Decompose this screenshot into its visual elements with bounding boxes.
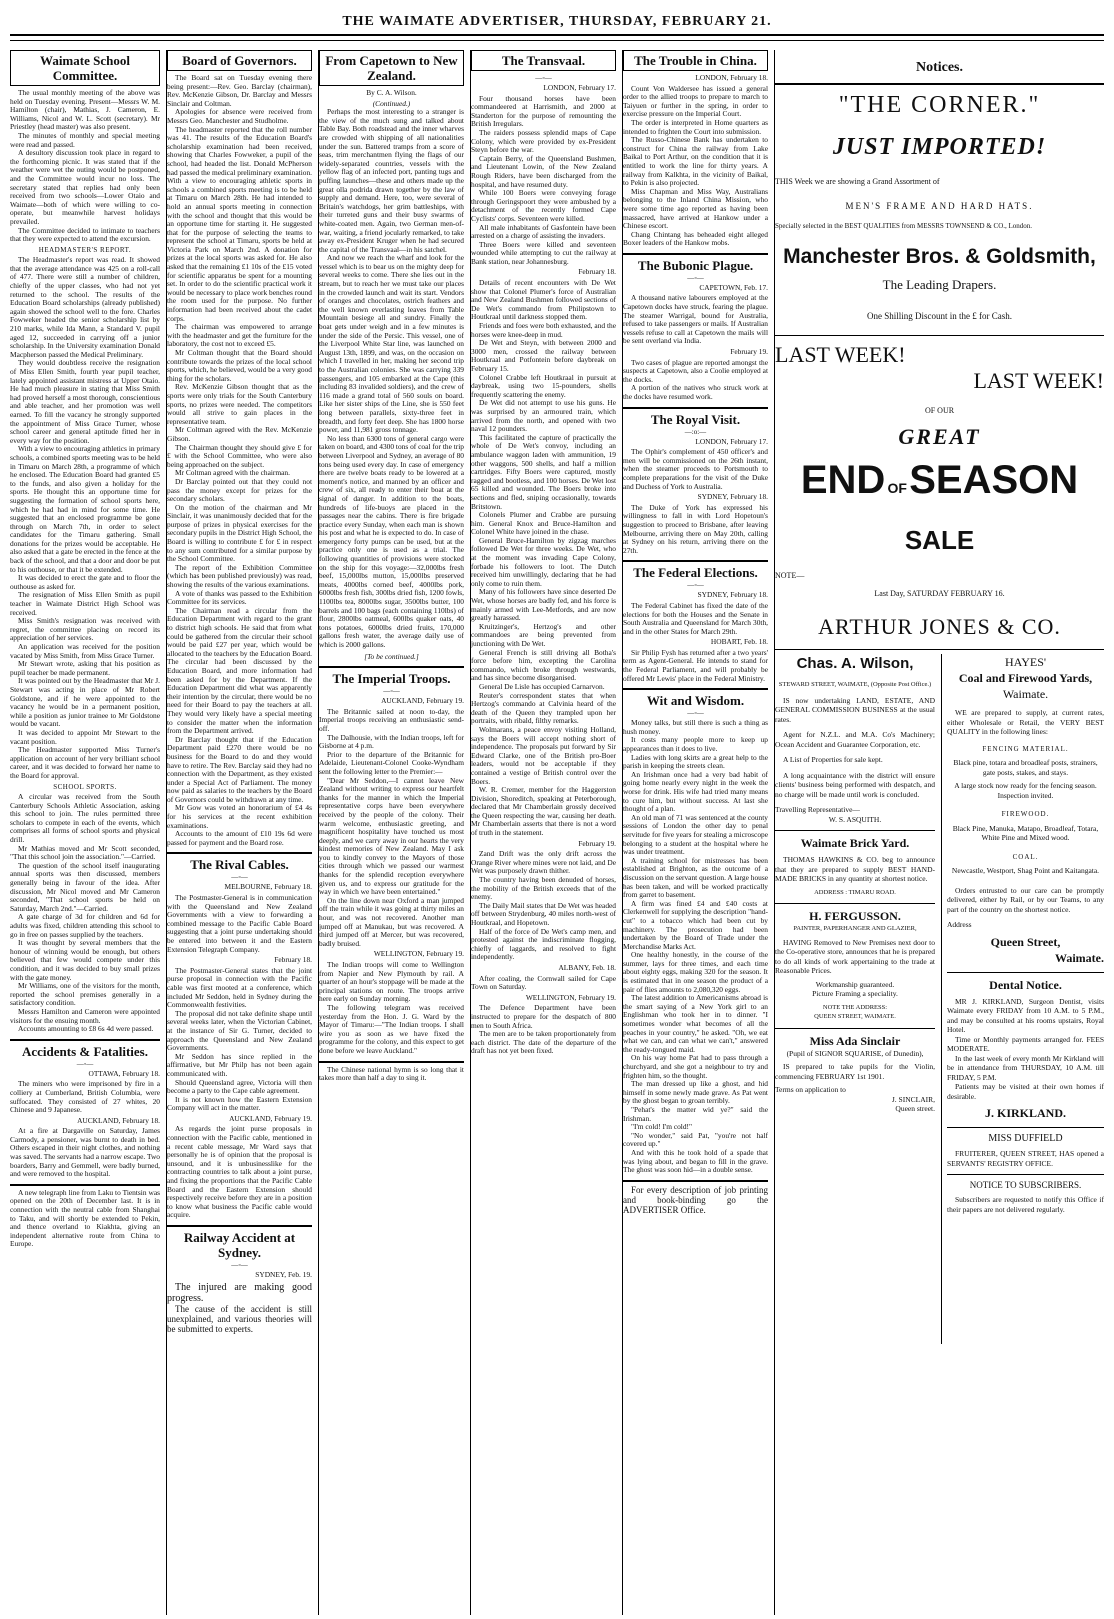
paragraph: One healthy honestly, in the course of the summer, lays for three times, and each time about eighty eggs, making 320 for the season. It is estimated that in one season the product of a pair of flies amounts to 2,080,320 eggs.: [623, 950, 768, 994]
section-rule: [623, 407, 768, 409]
dateline: LONDON, February 18.: [695, 73, 768, 82]
paragraph: The usual monthly meeting of the above was held on Tuesday evening. Present—Messrs W. M. Hamilton (chair), Mathias, J. Cameron, E. Williams, Nicol and W. L. Scott (secretary). Mr Priestley (head master) was also present.: [10, 88, 160, 132]
railway-accident-title: Railway Accident at Sydney.: [183, 1230, 296, 1260]
paragraph: The miners who were imprisoned by fire in a colliery at Cumberland, British Columbia, were suffocated. They consisted of 27 whites, 20 Chinese and 9 Japanese.: [10, 1079, 160, 1115]
paragraph: Apologies for absence were received from Messrs Geo. Manchester and Studholme.: [167, 107, 312, 125]
fencing-stock: A large stock now ready for the fencing season. Inspection invited.: [954, 781, 1097, 800]
paragraph: The minutes of monthly and special meeting were read and passed.: [10, 130, 160, 149]
column-china: The Trouble in China. LONDON, February 18. Count Von Waldersee has issued a general order to the allied troops to prepare to march to Taiyuen or further in the spring, in order to exercise pressure on the Imperial Court. The order is interpreted in Home quarters as intended to frighten the Court into submission. The Russo-Chinese Bank has undertaken to construct for China the railway from Lake Baikal to Port Arthur, on the condition that it is entitled to work the line for thirty years. A railway from Kalkhta, in the vicinity of Baikal, to Pekin is also projected. Miss Chapman and Miss Way, Australians belonging to the Inland China Mission, who were some time ago reported as having been massacred, have arrived at Hankow under a Chinese escort. Chang Chintang has beheaded eight alleged Boxer leaders of the Hankow mobs. The Bubonic Plague. —◦— CAPETOWN, Feb. 17. A thousand native labourers employed at the Capetown docks have struck, fearing the plague. The steamer Warrigal, bound for Australia, refused to take passengers or mails. If Australian vessels refuse to call at Capetown the mails will be sent overland via India. February 19. Two cases of plague are reported amongst the suspects at Capetown, also a Coolie employed at the docks. A portion of the natives who struck work at the docks have resumed work. The Royal Visit. —:o:— LONDON, February 17. The Ophir's complement of 450 officer's and men will be commissioned on the 26th instant, when the steamer proceeds to Portsmouth to complete preparations for the visit of the Duke and Duchess of York to Australia. SYDNEY, February 18. The Duke of York has expressed his willingness to fall in with Lord Hopetoun's suggestion to proceed to Brisbane, after leaving Melbourne, arriving there on May 20th, calling at Sydney on his return, arriving there on the 27th. The Federal Elections. —◦— SYDNEY, February 18. The Federal Cabinet has fixed the date of the elections for both the Houses and the Senate in South Australia and Queensland for March 30th, and in the other States for March 29th. HOBART, Feb. 18. Sir Philip Fysh has returned after a two years' term as Agent-General. He intends to stand for the Federal Parliament, and will probably be offered Mr Lewis' place in the Federal Ministry. Wit and Wisdom. —◦— Money talks, but still there is such a thing as hush money. It costs many people more to keep up appearances than it does to live. Ladies with long skirts are a great help to the parish in keeping the streets clean. An Irishman once had a very bad habit of going home nearly every night in the week the worse for drink. His wife had tried many means to cure him, but without success. At last she thought of a plan. An old man of 71 was sentenced at the county sessions of London the other day to penal servitude for five years for stealing a microscope belonging to a student at the hospital where he was under treatment. A training school for mistresses has been established at Brighton, as the outcome of a discussion on the servant question. A large house has been taken, and will be worked practically from garret to basement. A firm was fined £4 and £40 costs at Clerkenwell for supplying the description "hand-cut" to a tobacco which had been cut by machinery. The prosecution had been undertaken by the Board of Trade under the Merchandise Marks Act. One healthy honestly, in the course of the summer, lays for three times, and each time about eighty eggs, making 320 for the season. It is estimated that in one season the product of a pair of flies amounts to 2,080,320 eggs. The latest addition to Americanisms abroad is the smart saying of a New York girl to an Englishman who took her in to dinner. "I sometimes wonder what becomes of all the peaches in your country," he asked. "Oh, we eat what we can, and can what we can't," answered the ready-tongued maid. On his way home Pat had to pass through a churchyard, and she got a neighbour to try and frighten him, so the thought. The man dressed up like a ghost, and hid himself in some newly made grave. As Pat went by the ghost began to groan terribly. "Pehat's the matter wid ye?" said the Irishman. "I'm cold! I'm cold!" "No wonder," said Pat, "you're not half covered up." And with this he took hold of a spade that was lying about, and began to fill in the grave. The ghost was soon hid—in a double sense. For every description of job printing and book-binding go the ADVERTISER Office.: [623, 50, 775, 1615]
paragraph: The Defence Department have been instructed to prepare for the despatch of 800 men to South Africa.: [471, 1003, 616, 1030]
paragraph: And with this he took hold of a spade that was lying about, and began to fill in the grave. The ghost was soon hid—in a double sense.: [623, 1147, 768, 1175]
paragraph: It was decided to erect the gate and to floor the outhouse as asked for.: [10, 573, 160, 591]
subscribers-body: Subscribers are requested to notify this Office if their papers are not delivered regularly.: [947, 1195, 1104, 1214]
dateline: AUCKLAND, February 18.: [77, 1115, 160, 1125]
federal-elections-title: The Federal Elections.: [633, 565, 758, 581]
paragraph: The Committee decided to intimate to teachers that they were expected to attend the excursion.: [10, 225, 160, 244]
last-week-block: [775, 342, 1104, 400]
dental-month: In the last week of every month Mr Kirkland will be in attendance from THURSDAY, 10 A.M. till FRIDAY, 5 P.M.: [947, 1053, 1104, 1082]
paragraph: While 100 Boers were conveying forage through Geringspoort they were ambushed by a detachment of the recently formed Cape Cyclists' corps. Seventeen were killed.: [471, 188, 616, 223]
paragraph: No less than 6300 tons of general cargo were taken on board, and 4300 tons of coal for the trip between Liverpool and Sydney, an average of 80 tons being used every day. In case of emergency there are twelve boats ready to be lowered at a moment's notice, and manned by an officer and crew of six, all ready to enter their boat at the signal of danger. In addition to the boats, hundreds of life-buoys are placed in the passages near the cabins. There is fire brigade practice every Sunday, when each man is shown his post and what he is expected to do. In case of emergency forty pumps can be used, but at the practice only one is used as a trial. The following quantities of provisions were stocked on the ship for this voyage:—32,000lbs fresh beef, 15,000lbs mutton, 15,000lbs preserved meats, 4000lbs corned beef, 4000lbs pork, 6000lbs fresh fish, 300lbs dried fish, 1200 fowls, 1100lbs tea, 8000lbs sugar, 3500lbs butter, 100 barrels and 100 bags (each containing 110lbs) of flour, 2800lbs oatmeal, 600lbs quaker oats, 40 tons potatoes, 6000lbs dried fruits, 170,000 gallons fresh water, the average daily use of which is 2000 gallons.: [319, 433, 464, 649]
paragraph: "No wonder," said Pat, "you're not half covered up.": [623, 1130, 768, 1149]
paragraph: Mr Stewart wrote, asking that his position as pupil teacher be made permanent.: [10, 659, 160, 677]
sports-heading: SCHOOL SPORTS.: [53, 782, 117, 791]
paragraph: The Dalhousie, with the Indian troops, left for Gisborne at 4 p.m.: [319, 732, 464, 751]
just-imported: JUST IMPORTED!: [832, 134, 1047, 160]
arthur-jones: ARTHUR JONES & CO.: [818, 614, 1061, 639]
paragraph: Three Boers were killed and seventeen wounded while attempting to cut the railway at Bank station, near Johannesburg.: [471, 239, 616, 266]
bubonic-plague-title: The Bubonic Plague.: [637, 257, 754, 273]
paragraph: Dr Barclay thought that if the Education Department paid £270 there would be no business for the Board to do and they would have to retire. The Rev. Barclay said they had no connection with the Department, as they existed under a Special Act of Parliament. The money now paid as salaries to the teachers by the Board of Governors could be withdrawn at any time.: [167, 734, 312, 804]
dateline: MELBOURNE, February 18.: [224, 882, 312, 892]
paragraph: The Postmaster-General states that the joint purse proposal in connection with the Pacific cable was first mooted at a conference, which included Mr Seddon, held in Sydney during the Commonwealth festivities.: [167, 965, 312, 1010]
paragraph: An application was received for the position vacated by Miss Smith, from Miss Grace Turner.: [10, 642, 160, 660]
dental-time: Time or Monthly payments arranged for. FEES MODERATE.: [947, 1034, 1104, 1053]
paragraph: Kruitzinger's, Hertzog's and other commandoes are being prevented from junctioning with De Wet.: [471, 621, 616, 648]
paragraph: An Irishman once had a very bad habit of going home nearly every night in the week the worse for drink. His wife had tried many means to cure him, but without success. At last she thought of a plan.: [623, 769, 768, 814]
section-rule: [623, 253, 768, 255]
paragraph: The man dressed up like a ghost, and hid himself in some newly made grave. As Pat went by the ghost began to groan terribly.: [623, 1079, 768, 1106]
coal-heading: COAL.: [1012, 852, 1039, 861]
capetown-title: From Capetown to New Zealand.: [319, 50, 464, 86]
sale-text: SALE: [904, 525, 975, 555]
subscribers-heading: NOTICE TO SUBSCRIBERS.: [969, 1180, 1082, 1190]
dateline: CAPETOWN, Feb. 17.: [699, 282, 768, 292]
paragraph: Mr Seddon has since replied in the affirmative, but Mr Philp has not been again communicated with.: [167, 1051, 312, 1078]
season-word: SEASON: [909, 458, 1079, 502]
paragraph: Reuter's correspondent states that when Hertzog's commando at Calvinia heard of the death of the Queen they trampled upon her portraits, with ribald, filthy remarks.: [471, 690, 616, 726]
paragraph: It was decided to appoint Mr Stewart to the vacant position.: [10, 727, 160, 746]
note-label: NOTE—: [775, 571, 805, 580]
paragraph: A circular was received from the South Canterbury Schools Athletic Association, asking this school to join. The rules permitted three scholars to compete in each of the events, which comprises all forms of school sports and physical drill.: [10, 792, 160, 845]
wilson-list: A List of Properties for sale kept.: [783, 755, 883, 764]
paragraph: A thousand native labourers employed at the Capetown docks have struck, fearing the plague. The steamer Warrigal, bound for Australia, refused to take passengers or mails. If Australian vessels refuse to call at Capetown the mails will be sent overland via India.: [623, 293, 768, 346]
paragraph: Ladies with long skirts are a great help to the parish in keeping the streets clean.: [623, 752, 768, 771]
paragraph: Dr Barclay pointed out that they could not pass the money except for prizes for the secondary scholars.: [167, 476, 312, 504]
paragraph: The report of the Exhibition Committee (which has been published previously) was read, showing the results of the various examinations.: [167, 562, 312, 590]
paragraph: De Wet and Steyn, with between 2000 and 3000 men, crossed the railway between Houtkraal and Potfontein before daybreak on February 15.: [471, 338, 616, 373]
paragraph: The Russo-Chinese Bank has undertaken to construct for China the railway from Lake Baikal to Port Arthur, on the condition that it is entitled to work the line for thirty years. A railway from Kalkhta, in the vicinity of Baikal, to Pekin is also projected.: [623, 135, 768, 188]
paragraph: Mr Mathias moved and Mr Scott seconded, "That this school join the association."—Carried.: [10, 843, 160, 862]
paragraph: A new telegraph line from Laku to Tientsin was opened on the 20th of December last. It is in connection with the neutral cable from Shanghai to Taku, and will shortly be extended to Pekin, and thence overland to Kiakhta, giving an independent alternative route from China to Europe.: [10, 1187, 160, 1249]
sinclair-terms: Terms on application to: [775, 1085, 846, 1094]
paragraph: General Bruce-Hamilton by zigzag marches followed De Wet for three weeks. De Wet, who at the moment was invading Cape Colony, forbade his followers to loot. The Dutch received him unwillingly, declaring that he had only come to ruin them.: [471, 535, 616, 588]
printing-notice: For every description of job printing and book-binding go the ADVERTISER Office.: [623, 1184, 768, 1215]
paragraph: The Indian troops will come to Wellington from Napier and New Plymouth by rail. A quarter of an hour's stoppage will be made at the principal stations on route. The troops arrive here early on Sunday morning.: [319, 960, 464, 1004]
firewood-heading: FIREWOOD.: [1001, 810, 1050, 818]
coal-list: Newcastle, Westport, Shag Point and Kaitangata.: [951, 866, 1100, 875]
wilson-agent: Agent for N.Z.L. and M.A. Co's Machinery; Ocean Accident and Guarantee Corporation, etc.: [775, 730, 935, 749]
paragraph: Miss Smith's resignation was received with regret, the committee placing on record its appreciation of her services.: [10, 616, 160, 643]
hayes-waimate: Waimate.: [1002, 687, 1049, 701]
sinclair-sub: (Pupil of SIGNOR SQUARISE, of Dunedin),: [786, 1048, 924, 1058]
paragraph: Captain Berry, of the Queensland Bushmen, and Lieutenant Lowin, of the New Zealand Rough Riders, have been discharged from the hospital, and have resumed duty.: [471, 153, 616, 189]
paragraph: A gate charge of 3d for children and 6d for adults was fixed, children attending this school to go in free on passes supplied by the teachers.: [10, 912, 160, 939]
paragraph: The injured are making good progress.: [167, 1281, 312, 1304]
dateline: LONDON, February 17.: [695, 436, 768, 446]
paragraph: The chairman was empowered to arrange with the headmaster and get the furniture for the laboratory, the cost not to exceed £5.: [167, 322, 312, 349]
paragraph: The Duke of York has expressed his willingness to fall in with Lord Hopetoun's suggestion to proceed to Brisbane, after leaving Melbourne, arriving there on May 20th, calling at Sydney on his return, arriving there on the 27th.: [623, 502, 768, 555]
paragraph: Chang Chintang has beheaded eight alleged Boxer leaders of the Hankow mobs.: [623, 229, 768, 248]
paragraph: An old man of 71 was sentenced at the county sessions of London the other day to penal servitude for five years for stealing a microscope belonging to a student at the hospital where he was under treatment.: [623, 812, 768, 857]
paragraph: Half of the force of De Wet's camp men, and protested against the indiscriminate flogging, chiefly of laggards, and resolved to fight independently.: [471, 926, 616, 962]
leading-drapers: The Leading Drapers.: [882, 277, 997, 292]
paragraph: The order is interpreted in Home quarters as intended to frighten the Court into submission.: [623, 117, 768, 136]
last-week-left: LAST WEEK!: [775, 342, 906, 367]
paragraph: Mr Coltman thought that the Board should contribute towards the prizes of the local school sports, which, he believed, would be a very good thing for the scholars.: [167, 348, 312, 383]
firewood-list: Black Pine, Manuka, Matapo, Broadleaf, Totara, White Pine and Mixed wood.: [952, 823, 1099, 842]
paragraph: De Wet did not attempt to use his guns. He was surprised by an armoured train, which arrived from the north, and opened with two naval 12 pounders.: [471, 398, 616, 434]
paragraph: Two cases of plague are reported amongst the suspects at Capetown, also a Coolie employed at the docks.: [623, 357, 768, 384]
column-board-governors: Board of Governors. The Board sat on Tuesday evening there being present:—Rev. Geo. Barclay (chairman), Rev. McKenzie Gibson, Dr. Barclay and Messrs Sinclair and Coltman. Apologies for absence were received from Messrs Geo. Manchester and Studholme. The headmaster reported that the roll number was 41. The results of the Education Board's scholarship examination had been received, showing that Charles Fowweker, a pupil of the school, had headed the list. Donald McPherson had passed the medical preliminary examination. With a view to encouraging athletic sports in schools a combined sports meeting is to be held at Timaru on March 28th. He had intended to hold an annual sports meeting in connection with the school and thought that this would be an opportune time for starting it. He suggested that for the purpose of selecting the teams to represent the school at Timaru, sports be held at Victoria Park on March 2nd. A donation for prizes at the local sports was asked for. He also asked that the remaining £1 10s of the £15 voted for scientific apparatus be spent for a mounting set. In order to do the scientific practical work it would be necessary to place work benches round the room used for the purpose. No further information had been received about the cadet corps. The chairman was empowered to arrange with the headmaster and get the furniture for the laboratory, the cost not to exceed £5. Mr Coltman thought that the Board should contribute towards the prizes of the local school sports, which, he believed, would be a very good thing for the scholars. Rev. McKenzie Gibson thought that as the sports were only trials for the South Canterbury sports, no prizes were needed. The competitors would all strive to gain places in the representative team. Mr Coltman agreed with the Rev. McKenzie Gibson. The Chairman thought they should give £ for £ with the School Committee, who were also being approached on the subject. Mr Coltman agreed with the chairman. Dr Barclay pointed out that they could not pass the money except for prizes for the secondary scholars. On the motion of the chairman and Mr Sinclair, it was unanimously decided that for the purpose of prizes in physical exercises for the secondary pupils in the District High School, the Board is willing to contribute £ for £ in respect to any sum contributed for a similar purpose by the School Committee. The report of the Exhibition Committee (which has been published previously) was read, showing the results of the various examinations. A vote of thanks was passed to the Exhibition Committee for its services. The Chairman read a circular from the Education Department with regard to the grant to district high schools. He said that from what could be gathered from the circular their school would be paid £27 per year, which would be allocated to the teachers by the Education Board. The circular had been discussed by the Education Board, and more information had been asked for by the Department. If the Education Department did what was apparently their intention by the circular, there would be no need for their Board to pay the teachers at all. They would very likely have a special meeting to consider the matter when the information from the Department arrived. Dr Barclay thought that if the Education Department paid £270 there would be no business for the Board to do and they would have to retire. The Rev. Barclay said they had no connection with the Department, as they existed under a Special Act of Parliament. The money now paid as salaries to the teachers by the Board of Governors could be withdrawn at any time. Mr Gow was voted an honorarium of £4 4s for his services at the recent exhibition examinations. Accounts to the amount of £10 19s 6d were passed for payment and the Board rose. The Rival Cables. —◦— MELBOURNE, February 18. The Postmaster-General is in communication with the Queensland and New Zealand Governments with a view to forwarding a combined message to the Pacific Cable Board suggesting that a joint purse undertaking should be entered into between it and the Eastern Extension Telegraph Company. February 18. The Postmaster-General states that the joint purse proposal in connection with the Pacific cable was first mooted at a conference, which included Mr Seddon, held in Sydney during the Commonwealth festivities. The proposal did not take definite shape until several weeks later, when the Victorian Cabinet, at the instance of Sir G. Turner, decided to approach the Queensland and New Zealand Governments. Mr Seddon has since replied in the affirmative, but Mr Philp has not been again communicated with. Should Queensland agree, Victoria will then become a party to the Cape cable agreement. It is not known how the Eastern Extension Company will act in the matter. AUCKLAND, February 19. As regards the joint purse proposals in connection with the Pacific cable, mentioned in a recent cable message, Mr Ward says that personally he is of opinion that the proposal is unsound, and it is unbusinesslike for the contracting countries to talk about a joint purse, and fixing the proportions that the Pacific Cable Board and the Eastern Extension should respectively receive before they are in a position to know what business the Pacific cable would acquire. Railway Accident at Sydney. —◦— SYDNEY, Feb. 19. The injured are making good progress. The cause of the accident is still unexplained, and various theories will be submitted to experts.: [167, 50, 319, 1615]
paragraph: Perhaps the most interesting to a stranger is the view of the much sung and talked about Table Bay. Both roadstead and the inner wharves are crowded with shipping of all nationalities under the sun. Battered tramps from a score of seas, trim merchantmen flying the flags of our widely-separated countries, vessels with the yellow flag of an infected port, panting tugs and puffing launches—these and others made up the great olla podrida drawn together by the law of supply and demand. Here, too, were several of Britain's watchdogs, her grim battleships, with their turreted guns and their busy swarms of white-coated men. Again, two German men-of-war, waiting, a friend jocularly remarked, to take away ex-President Kruger when he had secured the capital of the Transvaal—in his satchel.: [319, 107, 464, 254]
paragraph: Colonels Plumer and Crabbe are pursuing him. General Knox and Bruce-Hamilton and Colonel White have joined in the chase.: [471, 510, 616, 537]
paragraph: With a view to encouraging athletics in primary schools, a combined sports meeting was to be held in Timaru on March 28th, a programme of which he enclosed. The Education Board had granted £5 to the funds, and also given a holiday for the sports. He thought this an opportune time for suggesting the formation of school sports here, which he had had in mind for some time. He suggested that an enclosed programme be gone through on March 7th, in order to select candidates for the Timaru gathering. Small donations for the prizes would be acceptable. He also asked that a gate be erected in the fence at the back of the school, and that a door and door be put to his outhouse, or that it be extended.: [10, 444, 160, 574]
notices-left: [775, 654, 935, 1114]
notices-divider: [941, 654, 942, 1344]
paragraph: A desultory discussion took place in regard to the forthcoming picnic. It was stated that if the weather were wet the outing would be postponed, and the Committee would incur no loss. The secretary stated that replies had only been received from two schools—Lower Otaio and Waimate—both of which were willing to co-operate, but meanwhile harvest holidays prevailed.: [10, 148, 160, 226]
column-notices: [775, 50, 1104, 1615]
paragraph: A vote of thanks was passed to the Exhibition Committee for its services.: [167, 588, 312, 607]
paragraph: Friends and foes were both exhausted, and the horses were knee-deep in mud.: [471, 321, 616, 339]
paragraph: Four thousand horses have been commandeered at Harrismith, and 2000 at Standerton for the purpose of remounting the British Irregulars.: [471, 93, 616, 129]
brick-address: ADDRESS : TIMARU ROAD.: [814, 888, 896, 896]
hats-text: MEN'S FRAME AND HARD HATS.: [845, 201, 1034, 211]
paragraph: W. R. Cremer, member for the Haggerston Division, Shoreditch, speaking at Peterborough, declared that Mr Chamberlain grossly deceived the Queen respecting the war, causing her death. Mr Chamberlain asserts that there is not a word of truth in the statement.: [471, 785, 616, 838]
dateline: SYDNEY, February 18.: [697, 492, 768, 502]
hayes-heading: HAYES': [1004, 655, 1047, 669]
paragraph: Miss Chapman and Miss Way, Australians belonging to the Inland China Mission, who were some time ago reported as having been massacred, have arrived at Hankow under a Chinese escort.: [623, 186, 768, 231]
section-rule: [167, 1225, 312, 1227]
wit-wisdom-title: Wit and Wisdom.: [646, 693, 745, 709]
section-rule: [623, 688, 768, 690]
section-rule: [167, 852, 312, 854]
paragraph: The resignation of Miss Ellen Smith as pupil teacher in Waimate District High School was received.: [10, 590, 160, 617]
last-day-text: Last Day, SATURDAY FEBRUARY 16.: [874, 589, 1005, 598]
paragraph: The Ophir's complement of 450 officer's and men will be commissioned on the 26th instant, when the steamer proceeds to Portsmouth to complete preparations for the visit of the Duke and Duchess of York to Australia.: [623, 447, 768, 491]
fergusson-address: QUEEN STREET, WAIMATE.: [814, 1013, 896, 1020]
fencing-heading: FENCING MATERIAL.: [982, 744, 1069, 753]
dental-heading: Dental Notice.: [989, 977, 1062, 992]
paragraph: It was pointed out by the Headmaster that Mr J. Stewart was acting in place of Mr Robert Goldstone, and if he were appointed to the vacancy he would be in a permanent position, while a position as junior trainee to Mr Goldstone would be vacant.: [10, 676, 160, 729]
paragraph: Zand Drift was the only drift across the Orange River where mines were not laid, and De Wet was purposely drawn thither.: [471, 849, 616, 876]
china-title: The Trouble in China.: [623, 50, 768, 71]
great-text: GREAT: [898, 424, 981, 449]
manchester-heading: Manchester Bros. & Goldsmith,: [783, 245, 1096, 268]
paragraph: It costs many people more to keep up appearances than it does to live.: [623, 735, 768, 754]
byline: By C. A. Wilson.: [366, 88, 417, 97]
wilson-address: STEWARD STREET, WAIMATE, (Opposite Post Office.): [778, 681, 932, 688]
masthead-rule-thin: [10, 40, 1104, 41]
wilson-rep-name: W. S. ASQUITH.: [828, 814, 882, 824]
dateline: AUCKLAND, February 19.: [229, 1113, 312, 1123]
royal-visit-title: The Royal Visit.: [650, 411, 741, 427]
paragraph: Wolmarans, a peace envoy visiting Holland, says the Boers will accept nothing short of independence. The proposals put forward by Sir Edward Clarke, one of the British pro-Boer leaders, would not be acceptable if they contained a vestige of British control over the Boers.: [471, 724, 616, 786]
paragraph: The Headmaster's report was read. It showed that the average attendance was 425 on a roll-call of 477. There were still a number of children, chiefly of the upper classes, who had not yet returned to the school. The results of the Education Board scholarships (already published) again showed the school well to the fore. Charles Fowweker headed the senior scholarship list by 210 marks, while Ida Mann, a Standard V. pupil aged 12, succeeded in carrying off a junior scholarship. In the University examination Donald Macpherson passed the Medical Preliminary.: [10, 255, 160, 359]
paragraph: The Headmaster supported Miss Turner's application on account of her very brilliant school career, and it was decided to forward her name to the Board for approval.: [10, 745, 160, 780]
dateline: February 18.: [274, 955, 312, 965]
paragraph: Accounts to the amount of £10 19s 6d were passed for payment and the Board rose.: [167, 829, 312, 847]
fencing-list: Black pine, totara and broadleaf posts, strainers, gate posts, stakes, and stays.: [953, 758, 1098, 777]
paragraph: The men are to be taken proportionately from each district. The date of the departure of the draft has not yet been fixed.: [471, 1029, 616, 1056]
accidents-title: Accidents & Fatalities.: [21, 1043, 148, 1059]
dental-body: MR J. KIRKLAND, Surgeon Dentist, visits Waimate every FRIDAY from 10 A.M. to 5 P.M., and may be consulted at his rooms upstairs, Royal Hotel.: [947, 996, 1104, 1034]
school-committee-body: The usual monthly meeting of the above was held on Tuesday evening. Present—Messrs W. M. Hamilton (chair), Mathias, J. Cameron, E. Williams, Nicol and W. L. Scott (secretary). Mr Priestley (head master) was also present. The minutes of monthly and special meeting were read and passed. A desultory discussion took place in regard to the forthcoming picnic. It was stated that if the weather were wet the outing would be postponed, and the Committee would incur no loss. The secretary stated that replies had only been received from two schools—Lower Otaio and Waimate—both of which were willing to co-operate, but meanwhile harvest holidays prevailed. The Committee decided to intimate to teachers that they were expected to attend the excursion. HEADMASTER'S REPORT. The Headmaster's report was read. It showed that the average attendance was 425 on a roll-call of 477. There were still a number of children, chiefly of the upper classes, who had not yet returned to the school. The results of the Education Board scholarships (already published) again showed the school well to the fore. Charles Fowweker headed the senior scholarship list by 210 marks, while Ida Mann, a Standard V. pupil aged 12, succeeded in carrying off a junior scholarship. In the University examination Donald Macpherson passed the Medical Preliminary. They would doubtless receive the resignation of Miss Ellen Smith, fourth year pupil teacher, lately appointed assistant mistress at Upper Otaio. He had much pleasure in stating that Miss Smith had proved herself a most thorough, conscientious and able teacher, and her promotion was well earned. To fill the vacancy he strongly supported the appointment of Miss Grace Turner, whose school career and general aptitude fitted her in every way for the position. With a view to encouraging athletics in primary schools, a combined sports meeting was to be held in Timaru on March 28th, a programme of which he enclosed. The Education Board had granted £5 to the funds, and also given a holiday for the sports. He thought this an opportune time for suggesting the formation of school sports here, which he had had in mind for some time. He suggested that an enclosed programme be gone through on March 7th, in order to select candidates for the Timaru gathering. Small donations for the prizes would be acceptable. He also asked that a gate be erected in the fence at the back of the school, and that a door and door be put to his outhouse, or that it be extended. It was decided to erect the gate and to floor the outhouse as asked for. The resignation of Miss Ellen Smith as pupil teacher in Waimate District High School was received. Miss Smith's resignation was received with regret, the committee placing on record its appreciation of her services. An application was received for the position vacated by Miss Smith, from Miss Grace Turner. Mr Stewart wrote, asking that his position as pupil teacher be made permanent. It was pointed out by the Headmaster that Mr J. Stewart was acting in place of Mr Robert Goldstone, and if he were appointed to the vacancy he would be in a permanent position, while a position as junior trainee to Mr Goldstone would be vacant. It was decided to appoint Mr Stewart to the vacant position. The Headmaster supported Miss Turner's application on account of her very brilliant school career, and it was decided to forward her name to the Board for approval. SCHOOL SPORTS. A circular was received from the South Canterbury Schools Athletic Association, asking this school to join. The rules permitted three scholars to compete in each of the events, which comprises all forms of school sports and physical drill. Mr Mathias moved and Mr Scott seconded, "That this school join the association."—Carried. The question of the school itself inaugurating annual sports was then discussed, members generally being in favour of the idea. After discussion, Mr Nicol moved and Mr Cameron seconded, "That school sports be held on Saturday, March 2nd."—Carried. A gate charge of 3d for children and 6d for adults was fixed, children attending this school to go in free on passes supplied by the teachers. It was thought by several members that the honour of winning would be enough, but others believed that few would compete under this condition, and it was decided to buy small prizes with the gate money. Mr Williams, one of the visitors for the month, reported the school premises generally in a satisfactory condition. Messrs Hamilton and Cameron were appointed visitors for the ensuing month. Accounts amounting to £8 6s 4d were passed. Accidents & Fatalities. —◦— OTTAWA, February 18. The miners who were imprisoned by fire in a colliery at Cumberland, British Columbia, were suffocated. They consisted of 27 whites, 20 Chinese and 9 Japanese. AUCKLAND, February 18. At a fire at Dargaville on Saturday, James Carmody, a pensioner, was burnt to death in bed. Others escaped in their night clothes, and nothing was saved. The servants had a narrow escape. Two boarders, Barry and Gemmell, were badly burned, and were removed to the hospital. A new telegraph line from Laku to Tientsin was opened on the 20th of December last. It is in connection with the neutral cable from Shanghai to Taku, and will shortly be extended to Pekin, and thence overland to Kiakhta, giving an independent alternative route from China to Europe.: [10, 88, 160, 1249]
to-be-continued: [To be continued.]: [364, 651, 419, 661]
end-word: END: [800, 458, 886, 502]
end-of-season: [775, 458, 1104, 513]
dateline: SYDNEY, February 18.: [697, 590, 768, 600]
paragraph: The Federal Cabinet has fixed the date of the elections for both the Houses and the Senate in South Australia and Queensland for March 30th, and in the other States for March 29th.: [623, 600, 768, 636]
dateline: SYDNEY, Feb. 19.: [255, 1270, 312, 1279]
dateline: HOBART, Feb. 18.: [710, 637, 768, 647]
paragraph: Messrs Hamilton and Cameron were appointed visitors for the ensuing month.: [10, 1006, 160, 1025]
masthead: THE WAIMATE ADVERTISER, THURSDAY, FEBRUARY 21.: [342, 14, 772, 29]
column-school-committee: [10, 50, 167, 1615]
lower-notices: [775, 654, 1104, 1344]
notices-title: Notices.: [915, 60, 964, 75]
school-committee-title: Waimate School Committee.: [10, 50, 160, 86]
this-week-text: THIS Week we are showing a Grand Assortment of: [775, 177, 940, 186]
section-rule: [319, 666, 464, 668]
paragraph: After coaling, the Cornwall sailed for Cape Town on Saturday.: [471, 973, 616, 992]
sinclair-address: Queen street.: [895, 1104, 935, 1113]
wilson-body: IS now undertaking LAND, ESTATE, AND GENERAL COMMISSION BUSINESS at the usual rates.: [775, 695, 935, 724]
paragraph: It is not known how the Eastern Extension Company will act in the matter.: [167, 1094, 312, 1113]
paragraph: Prior to the departure of the Britannic for Adelaide, Lieutenant-Colonel Cooke-Wyndham sent the following letter to the Premier:—: [319, 749, 464, 776]
paragraph: And now we reach the wharf and look for the vessel which is to bear us on the mighty deep for several weeks to come. There she lies out in the stream, but to reach her we must take our places in the crowded launch and wait its start. Vendors of oranges and chocolates, ostrich feathers and the well known everlasting leaves from Table Mountain besiege all and sundry. Finally the boat gets under weigh and in a few minutes is under the side of the Persic. This vessel, one of the Liverpool White Star line, was launched on August 13th, 1899, and was, on the occasion on which I travelled in her, making her second trip to the Australian colonies. She was carrying 339 passengers, and 105 embarked at the Cape (this including 83 invalided soldiers), and the crew of 116 made a grand total of 560 souls on board. Like her sister ships of the Line, she is 550 feet long between parallels, sixty-three feet in breadth, and forty feet deep. She has 1800 horse power, and 11,981 gross tonnage.: [319, 253, 464, 435]
paragraph: "I'm cold! I'm cold!": [631, 1122, 693, 1132]
orders-text: Orders entrusted to our care can be promptly delivered, either by Rail, or by our Teams, to any part of the country on the shortest notice.: [947, 885, 1104, 914]
the-corner-heading: "THE CORNER.": [838, 92, 1041, 118]
paragraph: All male inhabitants of Gasfontein have been arrested on a charge of assisting the invaders.: [471, 222, 616, 241]
paragraph: The Chinese national hymn is so long that it takes more than half a day to sing it.: [319, 1064, 464, 1083]
sinclair-body: IS prepared to take pupils for the Violin, commencing FEBRUARY 1st 1901.: [775, 1062, 935, 1081]
kirkland-name: J. KIRKLAND.: [984, 1106, 1066, 1120]
dateline: ALBANY, Feb. 18.: [558, 962, 616, 972]
paragraph: Mr Williams, one of the visitors for the month, reported the school premises generally in a satisfactory condition.: [10, 981, 160, 1008]
rival-cables-title: The Rival Cables.: [190, 857, 289, 873]
paragraph: Mr Gow was voted an honorarium of £4 4s for his services at the recent exhibition examinations.: [167, 803, 312, 830]
wilson-experience: A long acquaintance with the district will ensure clients' business being performed with despatch, and no charge will be made until work is concluded.: [775, 770, 935, 799]
column-transvaal: The Transvaal. —◦— LONDON, February 17. Four thousand horses have been commandeered at Harrismith, and 2000 at Standerton for the purpose of remounting the British Irregulars. The raiders possess splendid maps of Cape Colony, which were provided by ex-President Steyn before the war. Captain Berry, of the Queensland Bushmen, and Lieutenant Lowin, of the New Zealand Rough Riders, have been discharged from the hospital, and have resumed duty. While 100 Boers were conveying forage through Geringspoort they were ambushed by a detachment of the recently formed Cape Cyclists' corps. Seventeen were killed. All male inhabitants of Gasfontein have been arrested on a charge of assisting the invaders. Three Boers were killed and seventeen wounded while attempting to cut the railway at Bank station, near Johannesburg. February 18. Details of recent encounters with De Wet show that Colonel Plumer's force of Australian and New Zealand Bushmen followed sections of De Wet's commando from Philipstown to Houtkraal until darkness stopped them. Friends and foes were both exhausted, and the horses were knee-deep in mud. De Wet and Steyn, with between 2000 and 3000 men, crossed the railway between Houtkraal and Potfontein before daybreak on February 15. Colonel Crabbe left Houtkraal in pursuit at daybreak, using two 15-pounders, shells frequently scattering the enemy. De Wet did not attempt to use his guns. He was surprised by an armoured train, which arrived from the north, and opened with two naval 12 pounders. This facilitated the capture of practically the whole of De Wet's convoy, including an ambulance waggon laden with ammunition, 19 other waggons, 500 shells, and half a million cartridges. Fifty Boers were captured, mostly ragged and bootless, and 100 horses. De Wet lost 65 killed and wounded. The Boers broke into sections and fled, sniping occasionally, towards Britstown. Colonels Plumer and Crabbe are pursuing him. General Knox and Bruce-Hamilton and Colonel White have joined in the chase. General Bruce-Hamilton by zigzag marches followed De Wet for three weeks. De Wet, who at the moment was invading Cape Colony, forbade his followers to loot. The Dutch received him unwillingly, declaring that he had only come to ruin them. Many of his followers have since deserted De Wet, whose horses are badly fed, and his force is mainly armed with Lee-Metfords, and are now greatly harassed. Kruitzinger's, Hertzog's and other commandoes are being prevented from junctioning with De Wet. General French is still driving all Botha's force before him, excepting the Carolina commando, which broke through westwards, and has since become disorganised. General De Lisle has occupied Carnarvon. Reuter's correspondent states that when Hertzog's commando at Calvinia heard of the death of the Queen they trampled upon her portraits, with ribald, filthy remarks. Wolmarans, a peace envoy visiting Holland, says the Boers will accept nothing short of independence. The proposals put forward by Sir Edward Clarke, one of the British pro-Boer leaders, would not be acceptable if they contained a vestige of British control over the Boers. W. R. Cremer, member for the Haggerston Division, Shoreditch, speaking at Peterborough, declared that Mr Chamberlain grossly deceived the Queen respecting the war, causing her death. Mr Chamberlain asserts that there is not a word of truth in the statement. February 19. Zand Drift was the only drift across the Orange River where mines were not laid, and De Wet was purposely drawn thither. The country having been denuded of horses, the mobility of the British exceeds that of the enemy. The Daily Mail states that De Wet was headed off between Strydenburg, 40 miles north-west of Houtkraal, and Hopetown. Half of the force of De Wet's camp men, and protested against the indiscriminate flogging, chiefly of laggards, and resolved to fight independently. ALBANY, Feb. 18. After coaling, the Cornwall sailed for Cape Town on Saturday. WELLINGTON, February 19. The Defence Department have been instructed to prepare for the despatch of 800 men to South Africa. The men are to be taken proportionately from each district. The date of the departure of the draft has not yet been fixed.: [471, 50, 623, 1615]
paragraph: On the line down near Oxford a man jumped off the train while it was going at thirty miles an hour, and was not recovered. Another man jumped off at Manukau, but was recovered. A third jumped off at Mercer, but was recovered, badly bruised.: [319, 895, 464, 948]
paragraph: The country having been denuded of horses, the mobility of the British exceeds that of the enemy.: [471, 875, 616, 902]
paragraph: Details of recent encounters with De Wet show that Colonel Plumer's force of Australian and New Zealand Bushmen followed sections of De Wet's commando from Philipstown to Houtkraal until darkness stopped them.: [471, 278, 616, 322]
duffield-heading: MISS DUFFIELD: [988, 1133, 1063, 1144]
column-capetown: From Capetown to New Zealand. By C. A. Wilson. (Continued.) Perhaps the most interesting to a stranger is the view of the much sung and talked about Table Bay. Both roadstead and the inner wharves are crowded with shipping of all nationalities under the sun. Battered tramps from a score of seas, trim merchantmen flying the flags of our widely-separated countries, vessels with the yellow flag of an infected port, panting tugs and puffing launches—these and others made up the great olla podrida drawn together by the law of supply and demand. Here, too, were several of Britain's watchdogs, her grim battleships, with their turreted guns and their busy swarms of white-coated men. Again, two German men-of-war, waiting, a friend jocularly remarked, to take away ex-President Kruger when he had secured the capital of the Transvaal—in his satchel. And now we reach the wharf and look for the vessel which is to bear us on the mighty deep for several weeks to come. There she lies out in the stream, but to reach her we must take our places in the crowded launch and wait its start. Vendors of oranges and chocolates, ostrich feathers and the well known everlasting leaves from Table Mountain besiege all and sundry. Finally the boat gets under weigh and in a few minutes is under the side of the Persic. This vessel, one of the Liverpool White Star line, was launched on August 13th, 1899, and was, on the occasion on which I travelled in her, making her second trip to the Australian colonies. She was carrying 339 passengers, and 105 embarked at the Cape (this including 83 invalided soldiers), and the crew of 116 made a grand total of 560 souls on board. Like her sister ships of the Line, she is 550 feet long between parallels, sixty-three feet in breadth, and forty feet deep. She has 1800 horse power, and 11,981 gross tonnage. No less than 6300 tons of general cargo were taken on board, and 4300 tons of coal for the trip between Liverpool and Sydney, an average of 80 tons being used every day. In case of emergency there are twelve boats ready to be lowered at a moment's notice, and manned by an officer and crew of six, all ready to enter their boat at the signal of danger. In addition to the boats, hundreds of life-buoys are placed in the passages near the cabins. There is fire brigade practice every Sunday, when each man is shown his post and what he is expected to do. In case of emergency forty pumps can be used, but at the practice only one is used as a trial. The following quantities of provisions were stocked on the ship for this voyage:—32,000lbs fresh beef, 15,000lbs mutton, 15,000lbs preserved meats, 4000lbs corned beef, 4000lbs pork, 6000lbs fresh fish, 300lbs dried fish, 1200 fowls, 1100lbs tea, 8000lbs sugar, 3500lbs butter, 100 barrels and 100 bags (each containing 110lbs) of flour, 2800lbs oatmeal, 600lbs quaker oats, 40 tons potatoes, 6000lbs dried fruits, 170,000 gallons fresh water, the average daily use of which is 2000 gallons. [To be continued.] The Imperial Troops. —◦— AUCKLAND, February 19. The Britannic sailed at noon to-day, the Imperial troops receiving an enthusiastic send-off. The Dalhousie, with the Indian troops, left for Gisborne at 4 p.m. Prior to the departure of the Britannic for Adelaide, Lieutenant-Colonel Cooke-Wyndham sent the following letter to the Premier:— "Dear Mr Seddon,—I cannot leave New Zealand without writing to express our heartfelt thanks for the manner in which the Imperial representative corps have been everywhere received by the people of the colony. Their warm welcome, enthusiastic greeting, and magnificent hospitality have touched us most deeply, and we carry away in our hearts the very kindest memories of New Zealand. May I ask you to kindly convey to the Mayors of those cities through which we passed our warmest thanks for the splendid reception everywhere given us, and to express our gratitude for the way in which we have been entertained." On the line down near Oxford a man jumped off the train while it was going at thirty miles an hour, and was not recovered. Another man jumped off at Manukau, but was recovered. A third jumped off at Mercer, but was recovered, badly bruised. WELLINGTON, February 19. The Indian troops will come to Wellington from Napier and New Plymouth by rail. A quarter of an hour's stoppage will be made at the principal stations on route. The troops arrive here early on Sunday morning. The following telegram was received yesterday from the Hon. J. G. Ward by the Mayor of Timaru:—"The Indian troops. I shall wire you as soon as we have fixed the programme for the colony, and this expect to get done before we leave Auckland." The Chinese national hymn is so long that it takes more than half a day to sing it.: [319, 50, 471, 1615]
dateline: OTTAWA, February 18.: [88, 1068, 160, 1078]
board-governors-title: Board of Governors.: [167, 50, 312, 71]
dateline: February 18.: [578, 267, 616, 277]
brick-yard-heading: Waimate Brick Yard.: [800, 836, 910, 850]
paragraph: At a fire at Dargaville on Saturday, James Carmody, a pensioner, was burnt to death in bed. Others escaped in their night clothes, and nothing was saved. The servants had a narrow escape. Two boarders, Barry and Gemmell, were badly burned, and were removed to the hospital.: [10, 1126, 160, 1179]
fergusson-workmanship: Workmanship guaranteed.: [815, 979, 895, 989]
paragraph: The Britannic sailed at noon to-day, the Imperial troops receiving an enthusiastic send-off.: [319, 706, 464, 733]
masthead-rule: [10, 34, 1104, 36]
duffield-body: FRUITERER, QUEEN STREET, HAS opened a SERVANTS' REGISTRY OFFICE.: [947, 1149, 1104, 1168]
paragraph: A firm was fined £4 and £40 costs at Clerkenwell for supplying the description "hand-cut" to a tobacco which had been cut by machinery. The prosecution had been undertaken by the Board of Trade under the Merchandise Marks Act.: [623, 898, 768, 951]
dateline: WELLINGTON, February 19.: [373, 949, 464, 959]
paragraph: The Postmaster-General is in communication with the Queensland and New Zealand Governments with a view to forwarding a combined message to the Pacific Cable Board suggesting that a joint purse undertaking should be entered into between it and the Eastern Extension Telegraph Company.: [167, 893, 312, 954]
paragraph: The headmaster reported that the roll number was 41. The results of the Education Board's scholarship examination had been received, showing that Charles Fowweker, a pupil of the school, had headed the list. Donald McPherson had passed the medical preliminary examination. With a view to encouraging athletic sports in schools a combined sports meeting is to be held at Timaru on March 28th. He had intended to hold an annual sports meeting in connection with the school and thought that this would be an opportune time for starting it. He suggested that for the purpose of selecting the teams to represent the school at Timaru, sports be held at Victoria Park on March 2nd. A donation for prizes at the local sports was asked for. He also asked that the remaining £1 10s of the £15 voted for scientific apparatus be spent for a mounting set. In order to do the scientific practical work it would be necessary to place work benches round the room used for the purpose. No further information had been received about the cadet corps.: [167, 124, 312, 323]
paragraph: Many of his followers have since deserted De Wet, whose horses are badly fed, and his force is mainly armed with Lee-Metfords, and are now greatly harassed.: [471, 587, 616, 623]
paragraph: The Chairman read a circular from the Education Department with regard to the grant to district high schools. He said that from what could be gathered from the circular their school would be paid £27 per year, which would be allocated to the teachers by the Education Board. The circular had been discussed by the Education Board, and more information had been asked for by the Department. If the Education Department did what was apparently their intention by the circular, there would be no need for their Board to pay the teachers at all. They would very likely have a special meeting to consider the matter when the information from the Department arrived.: [167, 605, 312, 736]
paragraph: They would doubtless receive the resignation of Miss Ellen Smith, fourth year pupil teacher, lately appointed assistant mistress at Upper Otaio. He had much pleasure in stating that Miss Smith had proved herself a most thorough, conscientious and able teacher, and her promotion was well earned. To fill the vacancy he strongly supported the appointment of Miss Grace Turner, whose school career and general aptitude fitted her in every way for the position.: [10, 358, 160, 445]
dateline: WELLINGTON, February 19.: [525, 992, 616, 1002]
paragraph: Accounts amounting to £8 6s 4d were passed.: [18, 1024, 154, 1034]
report-heading: HEADMASTER'S REPORT.: [38, 245, 132, 254]
paragraph: This facilitated the capture of practically the whole of De Wet's convoy, including an ambulance waggon laden with ammunition, 19 other waggons, 500 shells, and half a million cartridges. Fifty Boers were captured, mostly ragged and bootless, and 100 horses. De Wet lost 65 killed and wounded. The Boers broke into sections and fled, sniping occasionally, towards Britstown.: [471, 432, 617, 511]
paragraph: Rev. McKenzie Gibson thought that as the sports were only trials for the South Canterbury sports, no prizes were needed. The competitors would all strive to gain places in the representative team.: [167, 382, 312, 426]
imperial-troops-title: The Imperial Troops.: [332, 671, 451, 687]
brick-body: THOMAS HAWKINS & CO. beg to announce that they are prepared to supply BEST HAND-MADE BRICKS in any quantity at shortest notice.: [775, 855, 935, 883]
selected-text: Specially selected in the BEST QUALITIES from MESSRS TOWNSEND & CO., London.: [775, 222, 1033, 230]
paragraph: The proposal did not take definite shape until several weeks later, when the Victorian Cabinet, at the instance of Sir G. Turner, decided to approach the Queensland and New Zealand Governments.: [167, 1008, 312, 1053]
wilson-rep: Travelling Representative—: [775, 805, 860, 814]
paragraph: As regards the joint purse proposals in connection with the Pacific cable, mentioned in a recent cable message, Mr Ward says that personally he is of opinion that the proposal is unsound, and it is unbusinesslike for the contracting countries to talk about a joint purse, and fixing the proportions that the Pacific Cable Board and the Eastern Extension should respectively receive before they are in a position to know what business the Pacific cable would acquire.: [167, 1124, 312, 1220]
paragraph: Sir Philip Fysh has returned after a two years' term as Agent-General. He intends to stand for the Federal Parliament, and will probably be offered Mr Lewis' place in the Federal Ministry.: [623, 647, 768, 683]
section-rule: [319, 1061, 464, 1063]
paragraph: The cause of the accident is still unexplained, and various theories will be submitted to experts.: [167, 1303, 312, 1334]
hayes-body: WE are prepared to supply, at current rates, either Wholesale or Retail, the VERY BEST QUALITY in the following lines:: [947, 708, 1104, 736]
dateline: AUCKLAND, February 19.: [381, 696, 464, 706]
paragraph: Count Von Waldersee has issued a general order to the allied troops to prepare to march to Taiyuen or further in the spring, in order to exercise pressure on the Imperial Court.: [623, 83, 768, 119]
fergusson-body: HAVING Removed to New Premises next door to the Co-operative store, announces that he is prepared to do all kinds of work appertaining to the trade at Reasonable Prices.: [775, 937, 935, 975]
of-word: OF: [887, 480, 907, 496]
paragraph: Money talks, but still there is such a thing as hush money.: [623, 718, 768, 736]
paragraph: It was thought by several members that the honour of winning would be enough, but others believed that few would compete under this condition, and it was decided to buy small prizes with the gate money.: [10, 938, 160, 982]
columns: [10, 50, 1104, 1615]
continued-note: (Continued.): [372, 98, 411, 108]
paragraph: The Chairman thought they should give £ for £ with the School Committee, who were also being approached on the subject.: [167, 442, 312, 469]
last-week-right: LAST WEEK!: [973, 368, 1104, 393]
queen-street: Queen Street,: [990, 934, 1061, 949]
dateline: February 19.: [578, 838, 616, 848]
paragraph: The Daily Mail states that De Wet was headed off between Strydenburg, 40 miles north-west of Houtkraal, and Hopetown.: [471, 900, 616, 927]
wilson-heading: Chas. A. Wilson,: [796, 655, 914, 672]
sinclair-heading: Miss Ada Sinclair: [809, 1033, 901, 1048]
paragraph: "Dear Mr Seddon,—I cannot leave New Zealand without writing to express our heartfelt thanks for the manner in which the Imperial representative corps have been everywhere received by the people of the colony. Their warm welcome, enthusiastic greeting, and magnificent hospitality have touched us most deeply, and we carry away in our hearts the very kindest memories of New Zealand. May I ask you to kindly convey to the Mayors of those cities through which we passed our warmest thanks for the splendid reception everywhere given us, and to express our gratitude for the way in which we have been entertained.": [319, 775, 464, 897]
coal-yards-heading: Coal and Firewood Yards,: [958, 671, 1093, 685]
fergusson-heading: H. FERGUSSON.: [809, 909, 901, 923]
section-rule: [10, 1184, 160, 1186]
notices-right: [947, 654, 1104, 1214]
paragraph: Mr Coltman agreed with the Rev. McKenzie Gibson.: [167, 425, 312, 443]
paragraph: The following telegram was received yesterday from the Hon. J. G. Ward by the Mayor of Timaru:—"The Indian troops. I shall wire you as soon as we have fixed the programme for the colony, and this expect to get done before we leave Auckland.": [319, 1002, 464, 1055]
fergusson-note: NOTE THE ADDRESS:: [822, 1003, 888, 1011]
address-label: Address: [947, 920, 972, 929]
paragraph: A portion of the natives who struck work at the docks have resumed work.: [623, 383, 768, 401]
dental-patients: Patients may be visited at their own homes if desirable.: [947, 1082, 1104, 1101]
paragraph: On the motion of the chairman and Mr Sinclair, it was unanimously decided that for the purpose of prizes in physical exercises for the secondary pupils in the District High School, the Board is willing to contribute £ for £ in respect to any sum contributed for a similar purpose by the School Committee.: [167, 502, 312, 564]
queen-waimate: Waimate.: [1055, 950, 1104, 965]
paragraph: "Pehat's the matter wid ye?" said the Irishman.: [623, 1104, 768, 1123]
paragraph: General French is still driving all Botha's force before him, excepting the Carolina commando, which broke through westwards, and has since become disorganised.: [471, 647, 616, 683]
dateline: LONDON, February 17.: [543, 83, 616, 92]
fergusson-framing: Picture Framing a speciality.: [812, 989, 898, 998]
fergusson-trade: PAINTER, PAPERHANGER AND GLAZIER,: [793, 925, 917, 932]
paragraph: Mr Coltman agreed with the chairman.: [175, 468, 290, 478]
section-rule: [623, 1180, 768, 1182]
paragraph: A training school for mistresses has been established at Brighton, as the outcome of a discussion on the servant question. A large house has been taken, and will be worked practically from garret to basement.: [623, 855, 768, 900]
paragraph: Colonel Crabbe left Houtkraal in pursuit at daybreak, using two 15-pounders, shells frequently scattering the enemy.: [471, 372, 616, 399]
paragraph: On his way home Pat had to pass through a churchyard, and she got a neighbour to try and frighten him, so the thought.: [623, 1053, 768, 1080]
paragraph: The Board sat on Tuesday evening there being present:—Rev. Geo. Barclay (chairman), Rev. McKenzie Gibson, Dr. Barclay and Messrs Sinclair and Coltman.: [167, 73, 312, 108]
paragraph: General De Lisle has occupied Carnarvon.: [479, 681, 605, 691]
paragraph: The raiders possess splendid maps of Cape Colony, which were provided by ex-President Steyn before the war.: [471, 127, 616, 155]
dateline: February 19.: [730, 347, 768, 357]
paragraph: The latest addition to Americanisms abroad is the smart saying of a New York girl to an Englishman who took her in to dinner. "I sometimes wonder what becomes of all the peaches in your country," he asked. "Oh, we eat what we can, and can what we can't," answered the ready-tongued maid.: [623, 993, 768, 1054]
section-rule: [10, 1039, 160, 1041]
sinclair-name: J. SINCLAIR,: [891, 1094, 935, 1104]
paragraph: Should Queensland agree, Victoria will then become a party to the Cape cable agreement.: [167, 1077, 312, 1096]
paragraph: The question of the school itself inaugurating annual sports was then discussed, members generally being in favour of the idea. After discussion, Mr Nicol moved and Mr Cameron seconded, "That school sports be held on Saturday, March 2nd."—Carried.: [10, 860, 160, 913]
transvaal-title: The Transvaal.: [471, 50, 616, 71]
discount-text: One Shilling Discount in the £ for Cash.: [867, 311, 1012, 321]
section-rule: [623, 560, 768, 562]
of-our-text: OF OUR: [924, 406, 955, 415]
